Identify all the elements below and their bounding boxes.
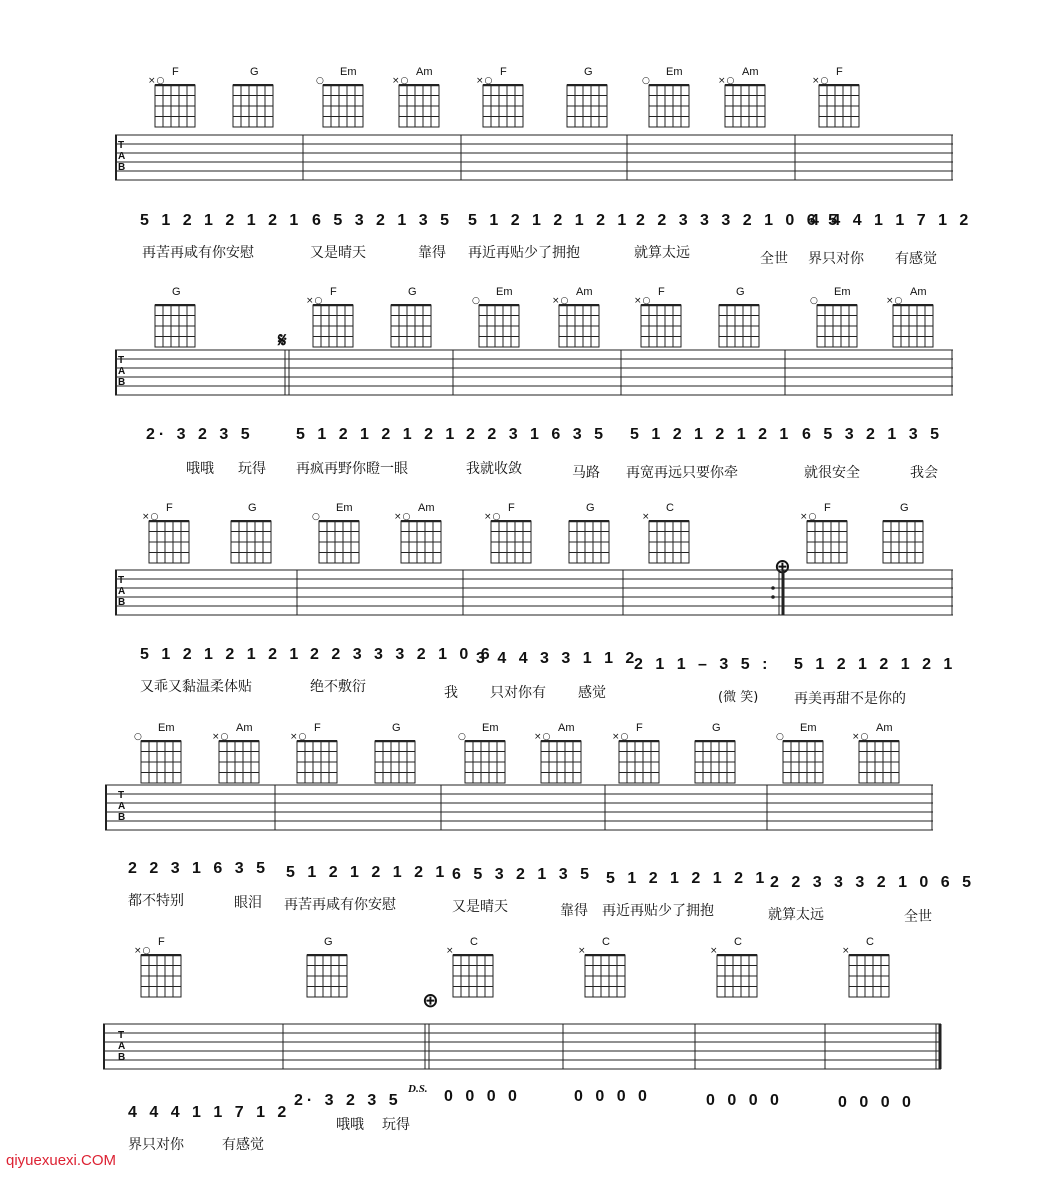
fretboard-grid bbox=[858, 740, 902, 786]
jianpu-measure: 5 1 2 1 2 1 2 1 bbox=[140, 646, 303, 663]
chord-name: G bbox=[586, 502, 595, 514]
chord-name: C bbox=[470, 936, 478, 948]
open-mute-markers: ×○ bbox=[306, 296, 324, 306]
open-mute-markers: ×○ bbox=[534, 732, 552, 742]
open-mute-markers: ×○ bbox=[290, 732, 308, 742]
jianpu-measure: 5 1 2 1 2 1 2 1 bbox=[794, 656, 957, 673]
lyric: 绝不敷衍 bbox=[310, 679, 366, 695]
open-mute-markers: ×○ bbox=[812, 76, 830, 86]
jianpu-measure: 2· 3 2 3 5 bbox=[146, 426, 254, 443]
chord-name: Am bbox=[876, 722, 893, 734]
jianpu-measure: 2 2 3 1 6 3 5 bbox=[466, 426, 607, 443]
lyric: 又乖又黏温柔体贴 bbox=[140, 679, 252, 695]
tab-clef: T A B bbox=[118, 790, 126, 823]
chord-name: G bbox=[408, 286, 417, 298]
open-mute-markers: ○ bbox=[312, 512, 321, 522]
lyric: 只对你有 bbox=[490, 685, 546, 701]
open-mute-markers: × bbox=[842, 946, 851, 956]
fretboard-grid bbox=[618, 740, 662, 786]
fretboard-grid bbox=[478, 304, 522, 350]
chord-name: F bbox=[636, 722, 643, 734]
jianpu-measure: 5 1 2 1 2 1 2 1 bbox=[630, 426, 793, 443]
tab-staff bbox=[115, 133, 955, 193]
fretboard-grid bbox=[490, 520, 534, 566]
jianpu-measure: 4 4 4 1 1 7 1 2 bbox=[810, 212, 973, 229]
chord-name: F bbox=[824, 502, 831, 514]
lyric: 就算太远 bbox=[634, 245, 690, 261]
chord-name: G bbox=[324, 936, 333, 948]
lyric: 全世 bbox=[904, 909, 932, 925]
chord-name: Am bbox=[236, 722, 253, 734]
fretboard-grid bbox=[716, 954, 760, 1000]
tab-staff bbox=[115, 568, 955, 628]
open-mute-markers: ×○ bbox=[886, 296, 904, 306]
fretboard-grid bbox=[566, 84, 610, 130]
fretboard-grid bbox=[322, 84, 366, 130]
chord-name: F bbox=[508, 502, 515, 514]
fretboard-grid bbox=[806, 520, 850, 566]
chord-name: Em bbox=[800, 722, 817, 734]
fretboard-grid bbox=[148, 520, 192, 566]
chord-name: F bbox=[166, 502, 173, 514]
fretboard-grid bbox=[318, 520, 362, 566]
lyric: 哦哦 bbox=[186, 461, 214, 477]
chord-name: G bbox=[900, 502, 909, 514]
fretboard-grid bbox=[400, 520, 444, 566]
open-mute-markers: ×○ bbox=[476, 76, 494, 86]
chord-name: F bbox=[158, 936, 165, 948]
jianpu-measure: 5 1 2 1 2 1 2 1 bbox=[468, 212, 631, 229]
chord-name: Em bbox=[496, 286, 513, 298]
open-mute-markers: ×○ bbox=[392, 76, 410, 86]
chord-name: G bbox=[736, 286, 745, 298]
lyric: 马路 bbox=[572, 465, 600, 481]
open-mute-markers: ○ bbox=[134, 732, 143, 742]
chord-name: Am bbox=[418, 502, 435, 514]
chord-name: C bbox=[866, 936, 874, 948]
lyric: 界只对你 bbox=[128, 1137, 184, 1153]
fretboard-grid bbox=[452, 954, 496, 1000]
fretboard-grid bbox=[724, 84, 768, 130]
chord-name: Em bbox=[482, 722, 499, 734]
chord-name: G bbox=[250, 66, 259, 78]
open-mute-markers: ×○ bbox=[852, 732, 870, 742]
chord-name: Em bbox=[666, 66, 683, 78]
tab-clef: T A B bbox=[118, 355, 126, 388]
jianpu-measure: 0 0 0 0 bbox=[574, 1088, 651, 1105]
open-mute-markers: ×○ bbox=[634, 296, 652, 306]
lyric: 玩得 bbox=[382, 1117, 410, 1133]
lyric: 靠得 bbox=[560, 903, 588, 919]
lyric: 界只对你 bbox=[808, 251, 864, 267]
jianpu-measure: 5 1 2 1 2 1 2 1 bbox=[606, 870, 769, 887]
open-mute-markers: ×○ bbox=[134, 946, 152, 956]
chord-name: C bbox=[734, 936, 742, 948]
lyric: 我就收敛 bbox=[466, 461, 522, 477]
tab-staff bbox=[115, 348, 955, 408]
lyric: 再美再甜不是你的 bbox=[794, 691, 906, 707]
open-mute-markers: ○ bbox=[472, 296, 481, 306]
lyric: 我会 bbox=[910, 465, 938, 481]
fretboard-grid bbox=[390, 304, 434, 350]
fretboard-grid bbox=[882, 520, 926, 566]
lyric: 就很安全 bbox=[804, 465, 860, 481]
jianpu-measure: 2 2 3 3 3 2 1 0 6 5 bbox=[636, 212, 841, 229]
fretboard-grid bbox=[782, 740, 826, 786]
open-mute-markers: ○ bbox=[458, 732, 467, 742]
jianpu-measure: 2 2 3 3 3 2 1 0 6 bbox=[310, 646, 494, 663]
lyric: 靠得 bbox=[418, 245, 446, 261]
open-mute-markers: ×○ bbox=[552, 296, 570, 306]
chord-name: F bbox=[500, 66, 507, 78]
lyric: 有感觉 bbox=[895, 251, 937, 267]
lyric: 眼泪 bbox=[234, 895, 262, 911]
coda-sign: ⊕ bbox=[774, 554, 791, 578]
watermark: qiyuexuexi.COM bbox=[6, 1152, 117, 1169]
chord-name: C bbox=[666, 502, 674, 514]
open-mute-markers: ○ bbox=[810, 296, 819, 306]
fretboard-grid bbox=[306, 954, 350, 1000]
tab-clef: T A B bbox=[118, 575, 126, 608]
fretboard-grid bbox=[374, 740, 418, 786]
chord-name: Em bbox=[834, 286, 851, 298]
open-mute-markers: ×○ bbox=[612, 732, 630, 742]
tab-clef: T A B bbox=[118, 140, 126, 173]
jianpu-measure: 0 0 0 0 bbox=[706, 1092, 783, 1109]
chord-name: Am bbox=[576, 286, 593, 298]
jianpu-measure: 2 1 1 – 3 5 : bbox=[634, 656, 772, 673]
chord-name: Em bbox=[336, 502, 353, 514]
jianpu-measure: 4 4 4 1 1 7 1 2 bbox=[128, 1104, 291, 1121]
jianpu-measure: 0 0 0 0 bbox=[444, 1088, 521, 1105]
open-mute-markers: ×○ bbox=[212, 732, 230, 742]
jianpu-measure: 6 5 3 2 1 3 5 bbox=[312, 212, 453, 229]
open-mute-markers: ×○ bbox=[394, 512, 412, 522]
chord-name: Am bbox=[416, 66, 433, 78]
lyric: 再近再贴少了拥抱 bbox=[602, 903, 714, 919]
fretboard-grid bbox=[540, 740, 584, 786]
open-mute-markers: ×○ bbox=[148, 76, 166, 86]
chord-name: G bbox=[248, 502, 257, 514]
jianpu-measure: 2 2 3 3 3 2 1 0 6 5 bbox=[770, 874, 975, 891]
fretboard-grid bbox=[640, 304, 684, 350]
chord-name: F bbox=[314, 722, 321, 734]
open-mute-markers: ○ bbox=[776, 732, 785, 742]
chord-name: F bbox=[172, 66, 179, 78]
chord-name: Am bbox=[910, 286, 927, 298]
chord-name: G bbox=[392, 722, 401, 734]
fretboard-grid bbox=[694, 740, 738, 786]
lyric: 再近再贴少了拥抱 bbox=[468, 245, 580, 261]
chord-name: F bbox=[658, 286, 665, 298]
coda-sign: ⊕ bbox=[422, 988, 439, 1012]
chord-name: Am bbox=[742, 66, 759, 78]
lyric: 玩得 bbox=[238, 461, 266, 477]
jianpu-measure: 5 1 2 1 2 1 2 1 bbox=[296, 426, 459, 443]
lyric: (微 笑) bbox=[718, 690, 759, 705]
lyric: 哦哦 bbox=[336, 1117, 364, 1133]
lyric: 感觉 bbox=[578, 685, 606, 701]
open-mute-markers: × bbox=[578, 946, 587, 956]
fretboard-grid bbox=[218, 740, 262, 786]
chord-name: C bbox=[602, 936, 610, 948]
lyric: 我 bbox=[444, 685, 458, 701]
fretboard-grid bbox=[568, 520, 612, 566]
fretboard-grid bbox=[154, 304, 198, 350]
fretboard-grid bbox=[464, 740, 508, 786]
lyric: 全世 bbox=[760, 251, 788, 267]
tab-staff bbox=[103, 1022, 943, 1082]
jianpu-measure: 6 5 3 2 1 3 5 bbox=[802, 426, 943, 443]
open-mute-markers: × bbox=[710, 946, 719, 956]
chord-name: G bbox=[172, 286, 181, 298]
open-mute-markers: ×○ bbox=[484, 512, 502, 522]
fretboard-grid bbox=[232, 84, 276, 130]
lyric: 又是晴天 bbox=[310, 245, 366, 261]
fretboard-grid bbox=[230, 520, 274, 566]
jianpu-measure: 0 0 0 0 bbox=[838, 1094, 915, 1111]
chord-name: Em bbox=[158, 722, 175, 734]
fretboard-grid bbox=[140, 954, 184, 1000]
tab-clef: T A B bbox=[118, 1030, 126, 1063]
fretboard-grid bbox=[398, 84, 442, 130]
open-mute-markers: ×○ bbox=[718, 76, 736, 86]
fretboard-grid bbox=[892, 304, 936, 350]
lyric: 再宽再远只要你牵 bbox=[626, 465, 738, 481]
fretboard-grid bbox=[718, 304, 762, 350]
open-mute-markers: × bbox=[642, 512, 651, 522]
open-mute-markers: × bbox=[446, 946, 455, 956]
fretboard-grid bbox=[140, 740, 184, 786]
open-mute-markers: ×○ bbox=[800, 512, 818, 522]
fretboard-grid bbox=[482, 84, 526, 130]
jianpu-measure: 5 1 2 1 2 1 2 1 bbox=[140, 212, 303, 229]
lyric: 再苦再咸有你安慰 bbox=[284, 897, 396, 913]
tab-staff bbox=[105, 783, 935, 843]
fretboard-grid bbox=[312, 304, 356, 350]
lyric: 再疯再野你瞪一眼 bbox=[296, 461, 408, 477]
fretboard-grid bbox=[848, 954, 892, 1000]
lyric: 都不特别 bbox=[128, 893, 184, 909]
jianpu-measure: 5 1 2 1 2 1 2 1 bbox=[286, 864, 449, 881]
fretboard-grid bbox=[558, 304, 602, 350]
jianpu-measure: 3 4 4 3 3 1 1 2 bbox=[476, 650, 639, 667]
jianpu-measure: 6 5 3 2 1 3 5 bbox=[452, 866, 593, 883]
chord-name: G bbox=[712, 722, 721, 734]
jianpu-measure: 2· 3 2 3 5 bbox=[294, 1092, 402, 1109]
open-mute-markers: ○ bbox=[642, 76, 651, 86]
lyric: 再苦再咸有你安慰 bbox=[142, 245, 254, 261]
chord-name: G bbox=[584, 66, 593, 78]
chord-name: F bbox=[330, 286, 337, 298]
lyric: 有感觉 bbox=[222, 1137, 264, 1153]
fretboard-grid bbox=[648, 84, 692, 130]
open-mute-markers: ×○ bbox=[142, 512, 160, 522]
fretboard-grid bbox=[816, 304, 860, 350]
chord-name: F bbox=[836, 66, 843, 78]
fretboard-grid bbox=[818, 84, 862, 130]
lyric: 就算太远 bbox=[768, 907, 824, 923]
fretboard-grid bbox=[154, 84, 198, 130]
segno-sign: 𝄋 bbox=[278, 328, 287, 352]
ds-marking: D.S. bbox=[408, 1083, 428, 1095]
lyric: 又是晴天 bbox=[452, 899, 508, 915]
fretboard-grid bbox=[584, 954, 628, 1000]
open-mute-markers: ○ bbox=[316, 76, 325, 86]
chord-name: Am bbox=[558, 722, 575, 734]
chord-name: Em bbox=[340, 66, 357, 78]
jianpu-measure: 2 2 3 1 6 3 5 bbox=[128, 860, 269, 877]
fretboard-grid bbox=[648, 520, 692, 566]
fretboard-grid bbox=[296, 740, 340, 786]
